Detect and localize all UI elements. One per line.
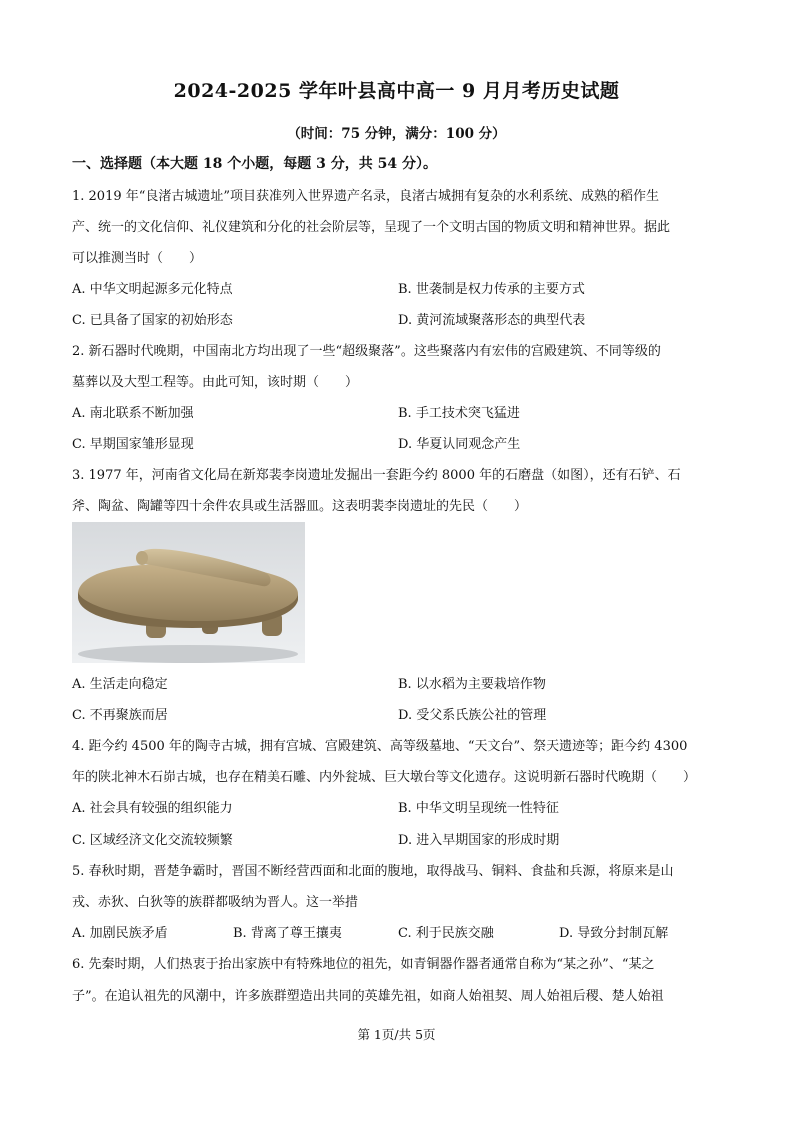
q3-stem-line-2: 斧、陶盆、陶罐等四十余件农具或生活器皿。这表明裴李岗遗址的先民（ ） <box>72 499 528 514</box>
q5-stem-line-2: 戎、赤狄、白狄等的族群都吸纳为晋人。这一举措 <box>72 895 359 910</box>
q4-stem-line-1: 4. 距今约 4500 年的陶寺古城，拥有宫城、宫殿建筑、高等级墓地、“天文台”、祭天遗迹等；距今约 4300 <box>72 739 688 754</box>
q1-option-d: D. 黄河流域聚落形态的典型代表 <box>398 313 586 328</box>
exam-title: 2024-2025 学年叶县高中高一 9 月月考历史试题 <box>173 80 620 102</box>
q4-stem-line-2: 年的陕北神木石峁古城，也存在精美石雕、内外瓮城、巨大墩台等文化遗存。这说明新石器时代晚期（ ） <box>72 770 697 785</box>
q4-option-d: D. 进入早期国家的形成时期 <box>398 833 560 848</box>
q5-option-b: B. 背离了尊王攘夷 <box>233 926 342 941</box>
q1-option-a: A. 中华文明起源多元化特点 <box>72 282 233 297</box>
q4-option-c: C. 区域经济文化交流较频繁 <box>72 833 233 848</box>
q5-option-a: A. 加剧民族矛盾 <box>72 926 168 941</box>
q3-option-a: A. 生活走向稳定 <box>72 677 168 692</box>
q1-stem-line-2: 产、统一的文化信仰、礼仪建筑和分化的社会阶层等，呈现了一个文明古国的物质文明和精神世界。据此 <box>72 220 671 235</box>
q3-option-c: C. 不再聚族而居 <box>72 708 168 723</box>
q5-stem-line-1: 5. 春秋时期，晋楚争霸时，晋国不断经营西面和北面的腹地，取得战马、铜料、食盐和兵源，将原来是山 <box>72 864 674 879</box>
page-footer: 第 1页/共 5页 <box>357 1027 436 1042</box>
q1-stem-line-3: 可以推测当时（ ） <box>72 251 203 266</box>
q3-option-b: B. 以水稻为主要栽培作物 <box>398 677 546 692</box>
q5-option-d: D. 导致分封制瓦解 <box>559 926 669 941</box>
q6-stem-line-2: 子”。在追认祖先的风潮中，许多族群塑造出共同的英雄先祖，如商人始祖契、周人始祖后稷、楚人始祖 <box>72 989 664 1004</box>
q2-option-a: A. 南北联系不断加强 <box>72 406 194 421</box>
q3-option-d: D. 受父系氏族公社的管理 <box>398 708 547 723</box>
q3-stem-line-1: 3. 1977 年，河南省文化局在新郑裴李岗遗址发掘出一套距今约 8000 年的石磨盘（如图），还有石铲、石 <box>72 468 681 483</box>
q4-option-a: A. 社会具有较强的组织能力 <box>72 801 233 816</box>
q1-option-c: C. 已具备了国家的初始形态 <box>72 313 233 328</box>
q2-option-d: D. 华夏认同观念产生 <box>398 437 521 452</box>
q2-stem-line-2: 墓葬以及大型工程等。由此可知，该时期（ ） <box>72 375 359 390</box>
q5-option-c: C. 利于民族交融 <box>398 926 494 941</box>
q2-stem-line-1: 2. 新石器时代晚期，中国南北方均出现了一些“超级聚落”。这些聚落内有宏伟的宫殿建筑、不同等级的 <box>72 344 661 359</box>
q4-option-b: B. 中华文明呈现统一性特征 <box>398 801 559 816</box>
exam-subtitle: （时间：75 分钟，满分：100 分） <box>287 126 506 142</box>
q1-option-b: B. 世袭制是权力传承的主要方式 <box>398 282 585 297</box>
section-heading: 一、选择题（本大题 18 个小题，每题 3 分，共 54 分）。 <box>72 156 437 172</box>
q6-stem-line-1: 6. 先秦时期，人们热衷于抬出家族中有特殊地位的祖先，如青铜器作器者通常自称为“某之孙”、“某之 <box>72 957 655 972</box>
q2-option-b: B. 手工技术突飞猛进 <box>398 406 520 421</box>
q2-option-c: C. 早期国家雏形显现 <box>72 437 194 452</box>
q1-stem-line-1: 1. 2019 年“良渚古城遗址”项目获准列入世界遗产名录，良渚古城拥有复杂的水利系统、成熟的稻作生 <box>72 189 660 204</box>
grinding-stone-photo <box>72 522 305 663</box>
